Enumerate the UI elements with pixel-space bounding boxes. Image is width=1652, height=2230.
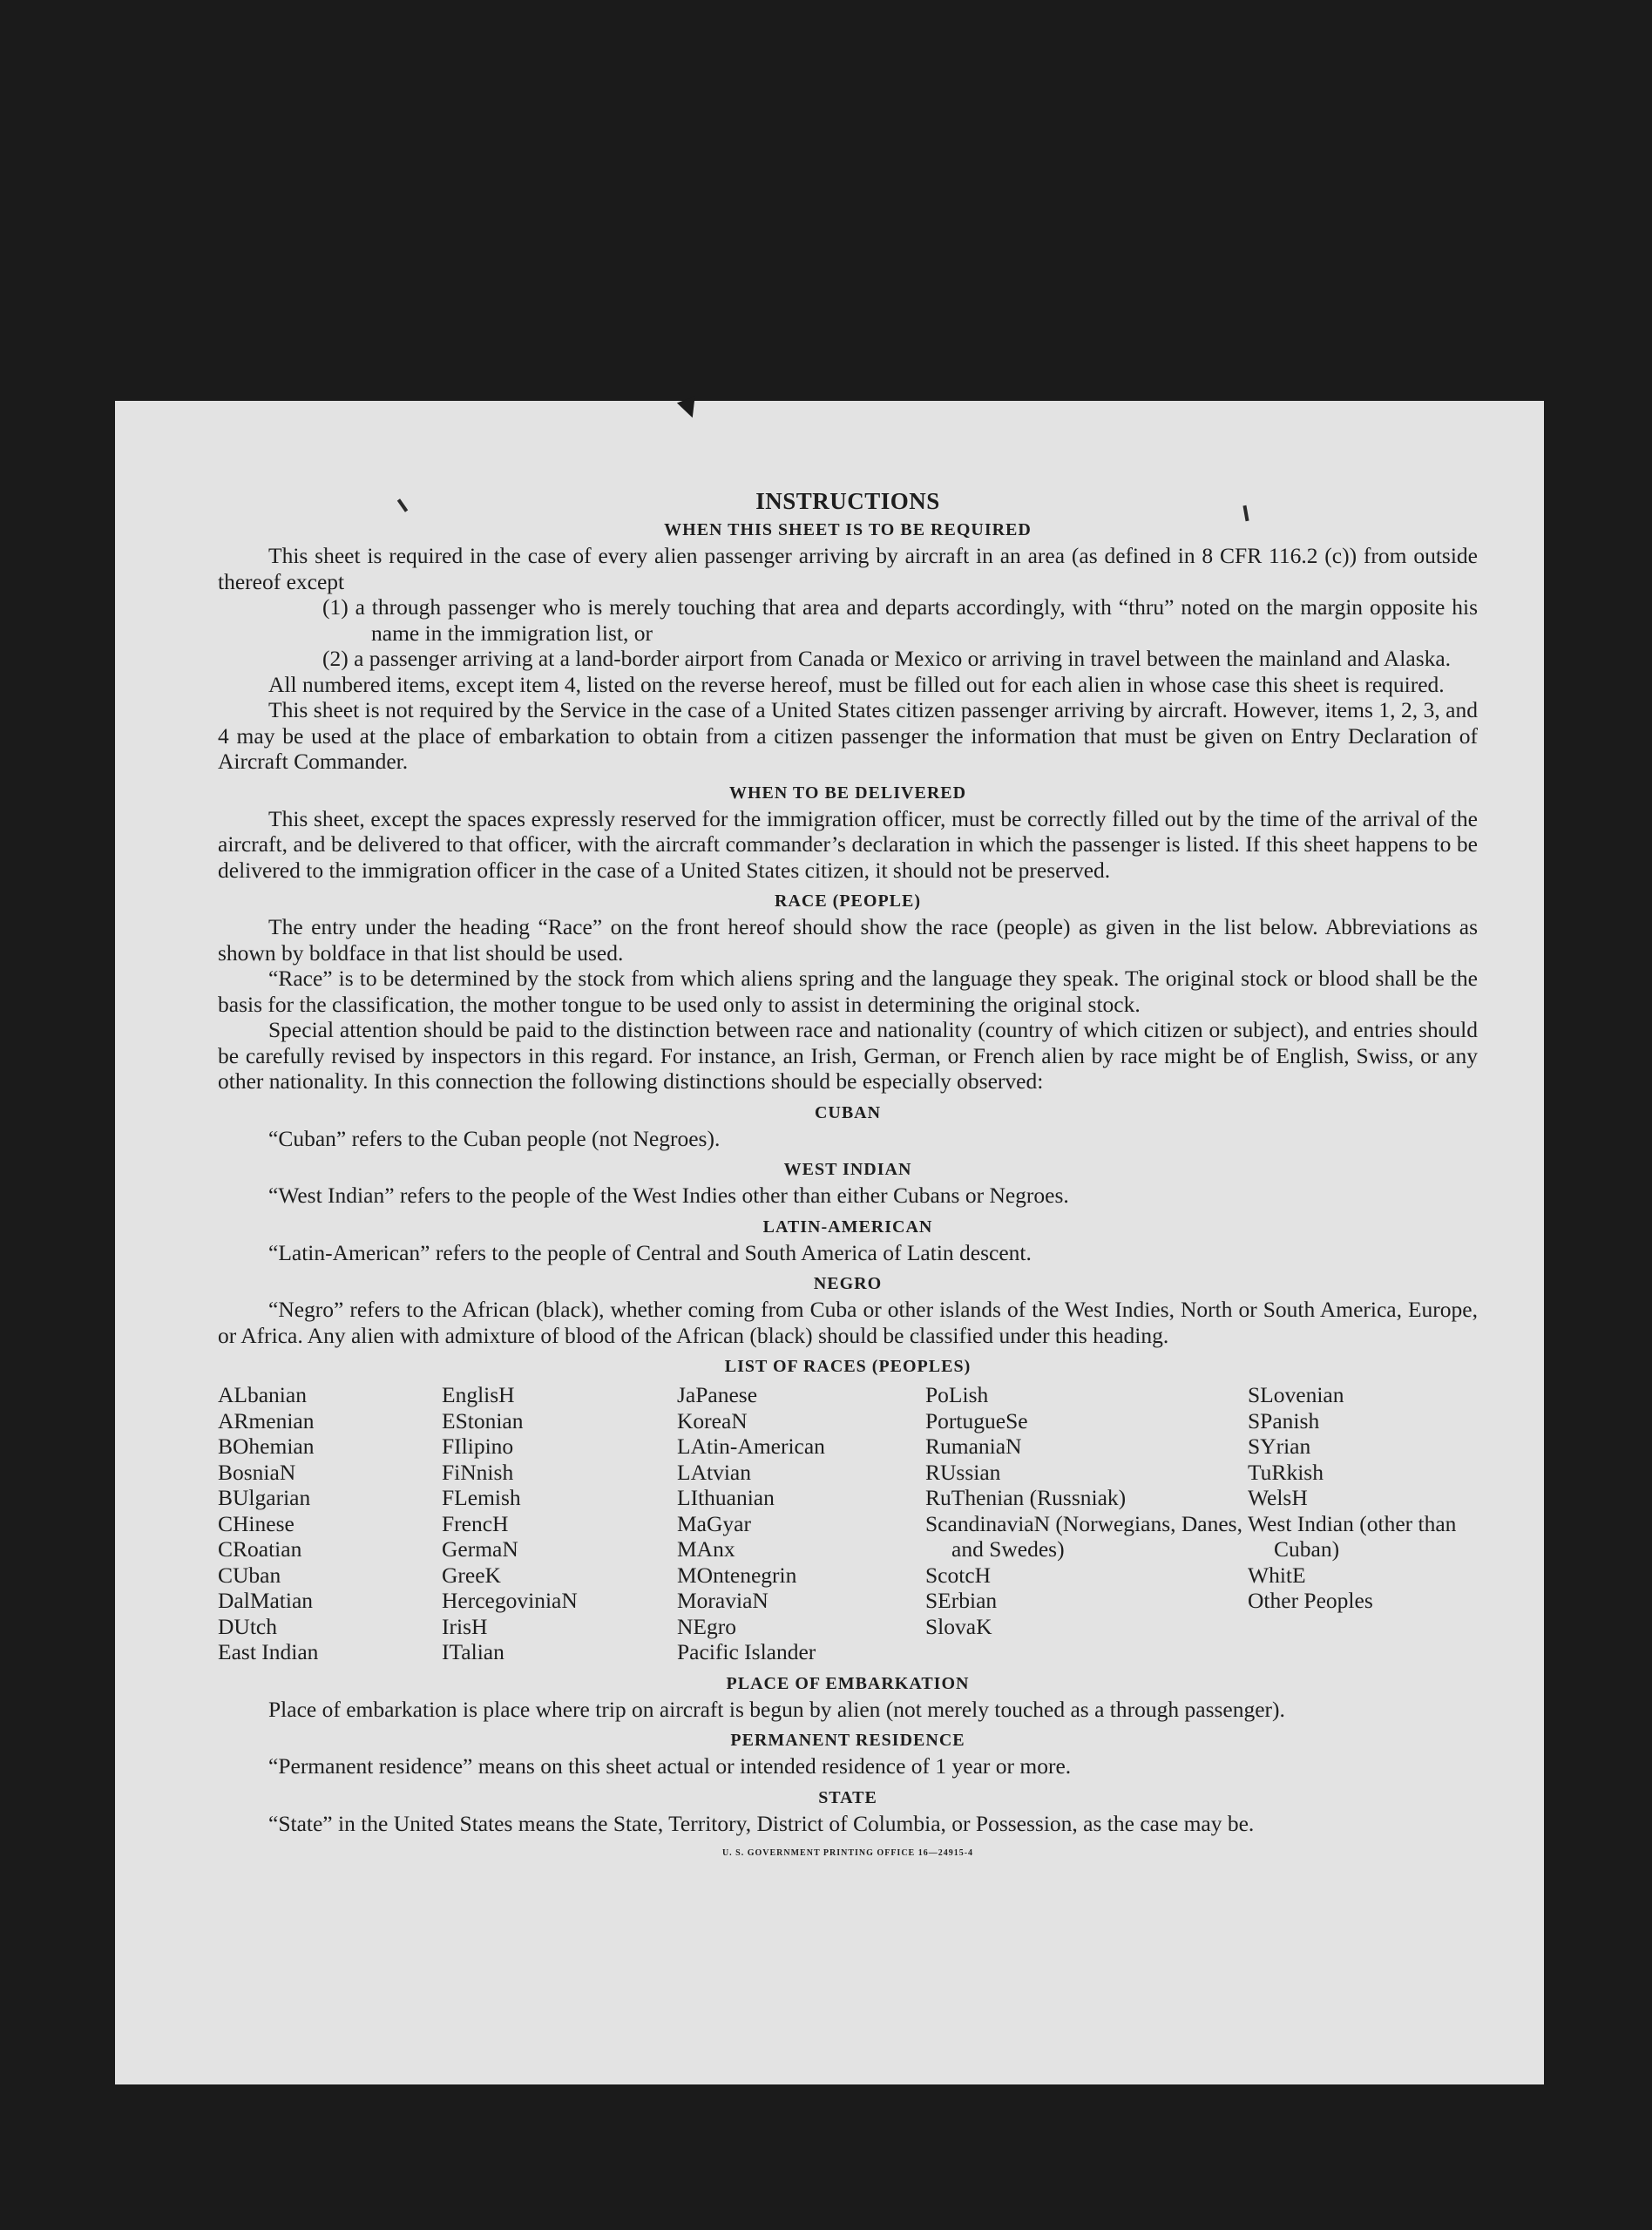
race-entry: CUban <box>218 1562 281 1588</box>
race-entry: WhitE <box>1248 1562 1306 1588</box>
paragraph: “Permanent residence” means on this sheet actual or intended residence of 1 year or more. <box>268 1753 1072 1779</box>
paragraph: This sheet is required in the case of every alien passenger arriving by aircraft in an area (as defined in 8 CFR 116.2 (c)) from outside thereof except <box>218 543 1478 594</box>
race-entry: DalMatian <box>218 1588 314 1613</box>
race-entry: BosniaN <box>218 1459 296 1485</box>
race-entry: SLovenian <box>1248 1382 1344 1407</box>
race-entry: FLemish <box>442 1485 521 1510</box>
paragraph: Special attention should be paid to the distinction between race and nationality (country of which citizen or subject), and entries should be carefully revised by inspectors in this regard. For instance, an Irish, German, or French alien by race might be of English, Swiss, or any other nationality. In this connection the following distinctions should be especially observed: <box>218 1017 1478 1094</box>
race-entry: JaPanese <box>677 1382 758 1407</box>
race-entry: MAnx <box>677 1536 735 1562</box>
race-entry: PoLish <box>925 1382 989 1407</box>
race-entry: GreeK <box>442 1562 501 1588</box>
race-column <box>1248 1382 1473 1665</box>
paragraph: This sheet, except the spaces expressly reserved for the immigration officer, must be correctly filled out by the time of the arrival of the aircraft, and be delivered to that officer, with the aircraft commander’s declaration in which the passenger is listed. If this sheet happens to be delivered to the immigration officer in the case of a United States citizen, it should not be preserved. <box>218 805 1478 883</box>
race-entry: East Indian <box>218 1639 319 1664</box>
race-entry: NEgro <box>677 1613 736 1639</box>
instruction-sheet <box>115 401 1544 2084</box>
race-entry: FrencH <box>442 1510 509 1536</box>
section-heading-when-required: WHEN THIS SHEET IS TO BE REQUIRED <box>664 520 1032 539</box>
paragraph: “State” in the United States means the State, Territory, District of Columbia, or Possession, as the case may be. <box>268 1810 1255 1836</box>
section-heading-latin-american: LATIN-AMERICAN <box>762 1217 933 1237</box>
page-title: INSTRUCTIONS <box>755 488 940 514</box>
printer-imprint: U. S. GOVERNMENT PRINTING OFFICE 16—24915-4 <box>721 1848 974 1858</box>
paragraph: “Latin-American” refers to the people of Central and South America of Latin descent. <box>268 1239 1032 1265</box>
race-entry: ALbanian <box>218 1382 307 1407</box>
paragraph: Place of embarkation is place where trip on aircraft is begun by alien (not merely touched as a through passenger). <box>268 1696 1285 1722</box>
race-entry: FIlipino <box>442 1434 514 1459</box>
race-entry: IrisH <box>442 1613 488 1639</box>
race-entry: EStonian <box>442 1407 524 1434</box>
race-entry: PortugueSe <box>925 1407 1028 1434</box>
race-entry: CRoatian <box>218 1536 302 1562</box>
race-column <box>925 1382 1248 1665</box>
race-column <box>442 1382 677 1665</box>
race-entry: ARmenian <box>218 1407 315 1434</box>
race-entry: Other Peoples <box>1248 1588 1373 1613</box>
paragraph: All numbered items, except item 4, listed on the reverse hereof, must be filled out for each alien in whose case this sheet is required. <box>268 671 1445 697</box>
paragraph: “West Indian” refers to the people of the West Indies other than either Cubans or Negroes. <box>268 1183 1069 1208</box>
race-entry: BOhemian <box>218 1434 315 1459</box>
race-entry: ITalian <box>442 1639 504 1664</box>
paragraph: The entry under the heading “Race” on the front hereof should show the race (people) as given in the list below. Abbreviations as shown by boldface in that list should be used. <box>218 914 1478 966</box>
race-entry: SErbian <box>925 1588 998 1613</box>
race-entry: ScotcH <box>925 1562 992 1588</box>
race-entry: HercegoviniaN <box>442 1588 578 1613</box>
section-heading-state: STATE <box>818 1787 877 1807</box>
section-heading-when-delivered: WHEN TO BE DELIVERED <box>728 783 967 803</box>
list-item: (1) a through passenger who is merely touching that area and departs accordingly, with “thru” noted on the margin opposite his name in the immigration list, or <box>322 594 1478 646</box>
race-list <box>218 1382 1478 1665</box>
section-heading-west-indian: WEST INDIAN <box>783 1160 912 1179</box>
race-entry: Pacific Islander <box>677 1639 816 1664</box>
section-heading-cuban: CUBAN <box>814 1102 882 1122</box>
section-heading-list-of-races: LIST OF RACES (PEOPLES) <box>724 1357 972 1376</box>
section-heading-negro: NEGRO <box>813 1274 883 1293</box>
section-heading-residence: PERMANENT RESIDENCE <box>730 1731 965 1750</box>
race-entry: LAtin-American <box>677 1434 825 1459</box>
race-entry: RumaniaN <box>925 1434 1022 1459</box>
race-entry: EnglisH <box>442 1382 515 1407</box>
race-entry: SPanish <box>1248 1407 1320 1434</box>
race-entry: CHinese <box>218 1510 295 1536</box>
race-entry: MOntenegrin <box>677 1562 797 1588</box>
race-entry: TuRkish <box>1248 1459 1324 1485</box>
race-entry: BUlgarian <box>218 1485 311 1510</box>
race-entry: MaGyar <box>677 1510 751 1536</box>
section-heading-embarkation: PLACE OF EMBARKATION <box>726 1673 970 1693</box>
race-entry: RUssian <box>925 1459 1001 1485</box>
race-entry: DUtch <box>218 1613 277 1639</box>
race-entry: MoraviaN <box>677 1588 768 1613</box>
race-entry: GermaN <box>442 1536 518 1562</box>
paragraph: This sheet is not required by the Service in the case of a United States citizen passenger arriving by aircraft. However, items 1, 2, 3, and 4 may be used at the place of embarkation to obtain from a citizen passenger the information that must be given on Entry Declaration of Aircraft Commander. <box>218 697 1478 774</box>
race-entry: LIthuanian <box>677 1485 775 1510</box>
race-entry: West Indian (other than Cuban) <box>1248 1510 1457 1562</box>
paragraph: “Race” is to be determined by the stock from which aliens spring and the language they speak. The original stock or blood shall be the basis for the classification, the mother tongue to be used only to assist in determining the original stock. <box>218 966 1478 1017</box>
race-entry: KoreaN <box>677 1407 748 1434</box>
paragraph: “Cuban” refers to the Cuban people (not Negroes). <box>268 1125 721 1151</box>
race-entry: RuThenian (Russniak) <box>925 1485 1127 1510</box>
race-column <box>677 1382 925 1665</box>
race-entry: ScandinaviaN (Norwegians, Danes, and Swedes) <box>925 1510 1242 1562</box>
paragraph: “Negro” refers to the African (black), whether coming from Cuba or other islands of the West Indies, North or South America, Europe, or Africa. Any alien with admixture of blood of the African (black) should be classified under this heading. <box>218 1297 1478 1348</box>
race-entry: WelsH <box>1248 1485 1308 1510</box>
race-column <box>218 1382 442 1665</box>
race-entry: SlovaK <box>925 1613 992 1639</box>
race-entry: LAtvian <box>677 1459 751 1485</box>
race-entry: FiNnish <box>442 1459 514 1485</box>
arrow-mark-icon <box>677 397 701 421</box>
list-item: (2) a passenger arriving at a land-border airport from Canada or Mexico or arriving in travel between the mainland and Alaska. <box>322 646 1452 671</box>
section-heading-race: RACE (PEOPLE) <box>775 891 921 911</box>
race-entry: SYrian <box>1248 1434 1311 1459</box>
